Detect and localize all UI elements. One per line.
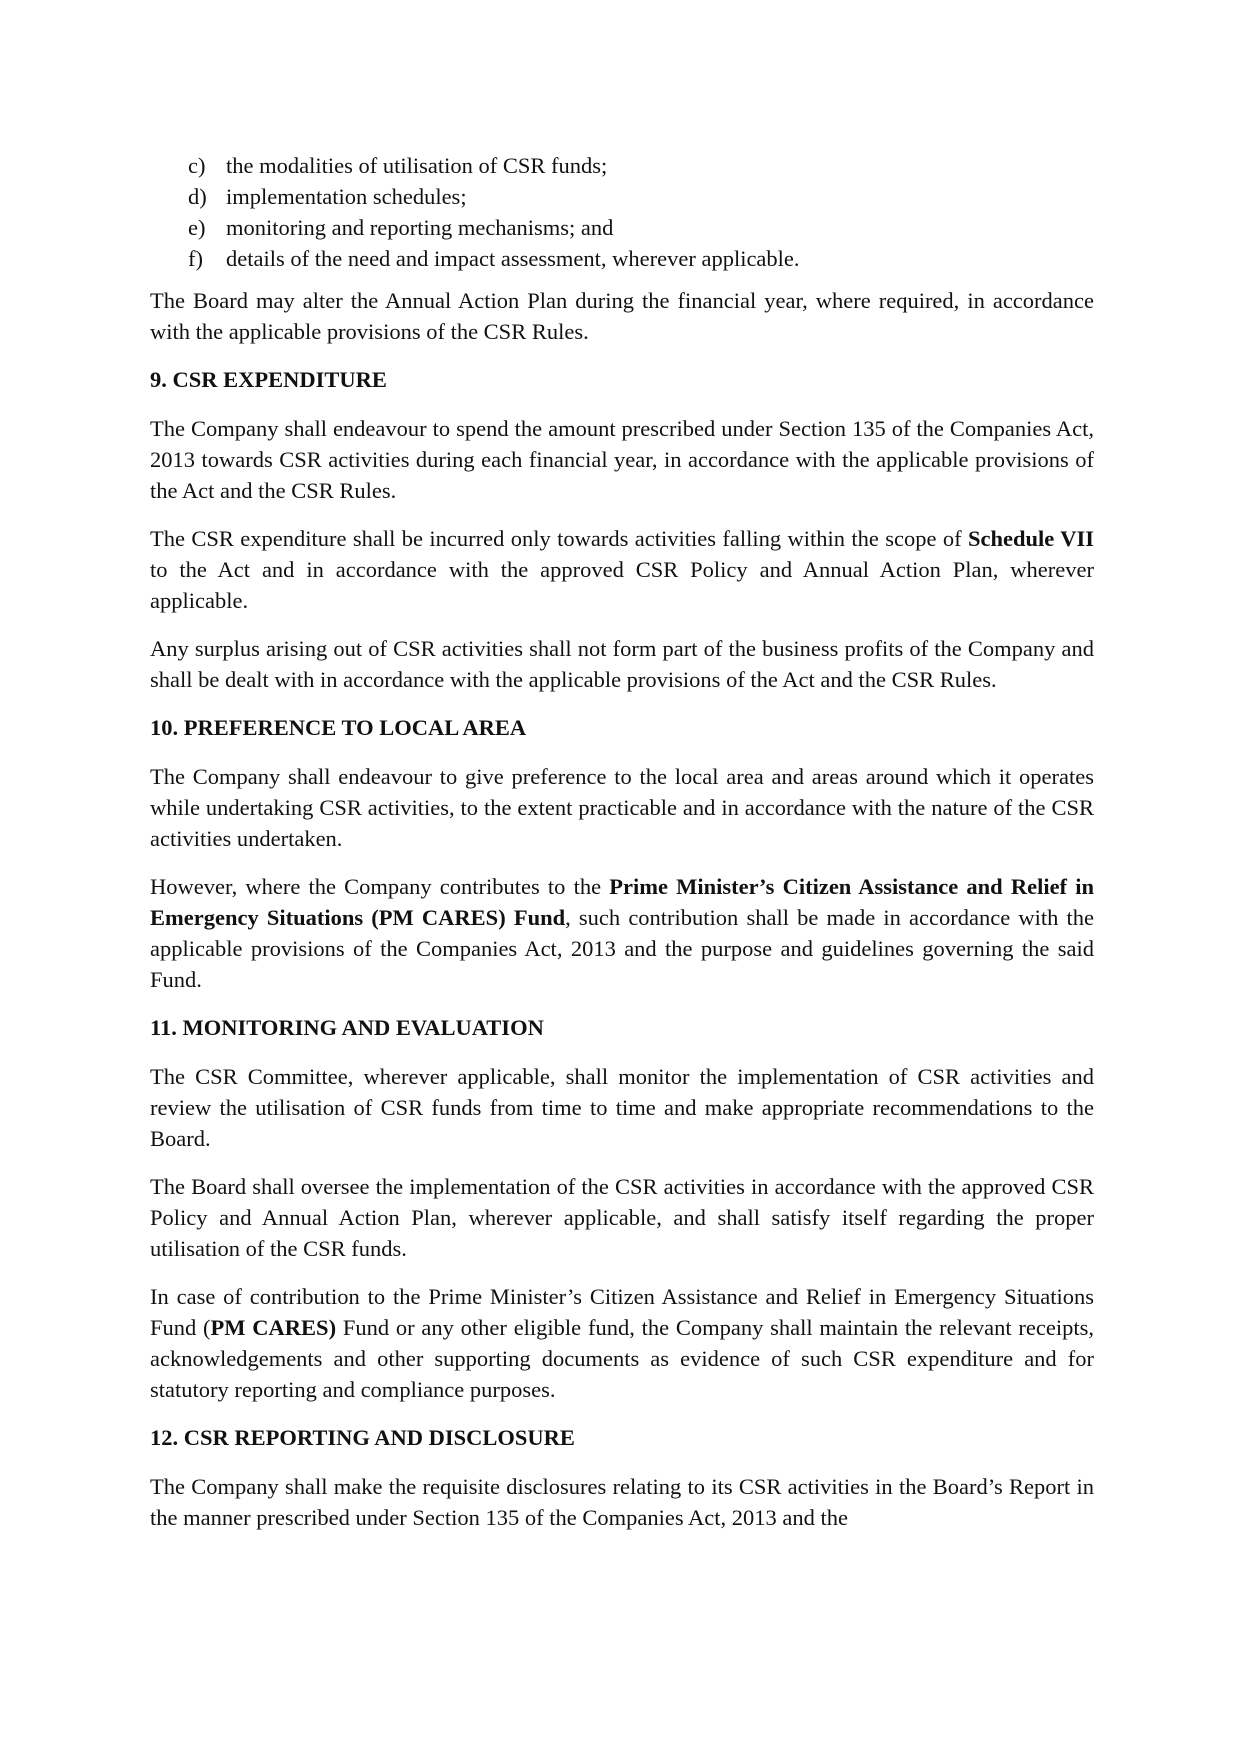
bold-text-run: Schedule VII [967,526,1094,551]
text-run: Fund or any other eligible fund, the Company shall maintain the relevant receipts, acknowledgements and other supporting documents as evidence of such CSR expenditure and for statutory reporting and compliance purposes. [150,1315,1094,1402]
section-11-paragraph-2: The Board shall oversee the implementation of the CSR activities in accordance with the approved CSR Policy and Annual Action Plan, wherever applicable, and shall satisfy itself regarding the proper utilisation of the CSR funds. [150,1174,1094,1261]
section-10-paragraph-1: The Company shall endeavour to give preference to the local area and areas around which it operates while undertaking CSR activities, to the extent practicable and in accordance with the nature of the CSR activities undertaken. [150,764,1094,851]
text-run: The CSR expenditure shall be incurred only towards activities falling within the scope of [150,526,968,551]
list-item-text: implementation schedules; [226,184,467,209]
section-11-heading: 11. MONITORING AND EVALUATION [150,1015,544,1040]
section-9-paragraph-3: Any surplus arising out of CSR activities shall not form part of the business profits of the Company and shall be dealt with in accordance with the applicable provisions of the Act and the CSR Rules. [150,636,1094,692]
text-run: In case of contribution to the Prime Minister’s Citizen Assistance and Relief in Emergency Situations Fund ( [150,1284,1094,1340]
section-10-heading: 10. PREFERENCE TO LOCAL AREA [150,715,527,740]
document-page [150,150,1094,1550]
section-11-paragraph-1: The CSR Committee, wherever applicable, shall monitor the implementation of CSR activities and review the utilisation of CSR funds from time to time and make appropriate recommendations to the Board. [150,1064,1094,1151]
text-run: However, where the Company contributes to the [150,874,610,899]
plan-items-list [150,150,1094,274]
list-item [150,243,1094,274]
list-item-text: monitoring and reporting mechanisms; and [226,215,614,240]
list-item [150,212,1094,243]
list-marker: d) [188,184,207,209]
list-item-text: the modalities of utilisation of CSR funds; [226,153,608,178]
section-9-heading: 9. CSR EXPENDITURE [150,367,387,392]
list-marker: c) [188,153,206,178]
annual-plan-alter-paragraph: The Board may alter the Annual Action Plan during the financial year, where required, in accordance with the applicable provisions of the CSR Rules. [150,288,1094,344]
bold-text-run: PM CARES) [210,1315,337,1340]
bold-text-run: Prime Minister’s Citizen Assistance and Relief in Emergency Situations (PM CARES) Fund [150,874,1094,930]
section-10-paragraph-2 [150,871,1094,995]
list-item [150,181,1094,212]
list-marker: e) [188,215,206,240]
section-12-paragraph-1: The Company shall make the requisite disclosures relating to its CSR activities in the Board’s Report in the manner prescribed under Section 135 of the Companies Act, 2013 and the [150,1474,1094,1530]
section-9-paragraph-1: The Company shall endeavour to spend the amount prescribed under Section 135 of the Companies Act, 2013 towards CSR activities during each financial year, in accordance with the applicable provisions of the Act and the CSR Rules. [150,416,1094,503]
section-9-paragraph-2 [150,523,1094,616]
section-12-heading: 12. CSR REPORTING AND DISCLOSURE [150,1425,575,1450]
list-marker: f) [188,246,203,271]
section-11-paragraph-3 [150,1281,1094,1405]
text-run: , such contribution shall be made in accordance with the applicable provisions of the Companies Act, 2013 and the purpose and guidelines governing the said Fund. [150,905,1094,992]
text-run: to the Act and in accordance with the approved CSR Policy and Annual Action Plan, wherever applicable. [150,557,1094,613]
list-item [150,150,1094,181]
list-item-text: details of the need and impact assessment, wherever applicable. [226,246,800,271]
